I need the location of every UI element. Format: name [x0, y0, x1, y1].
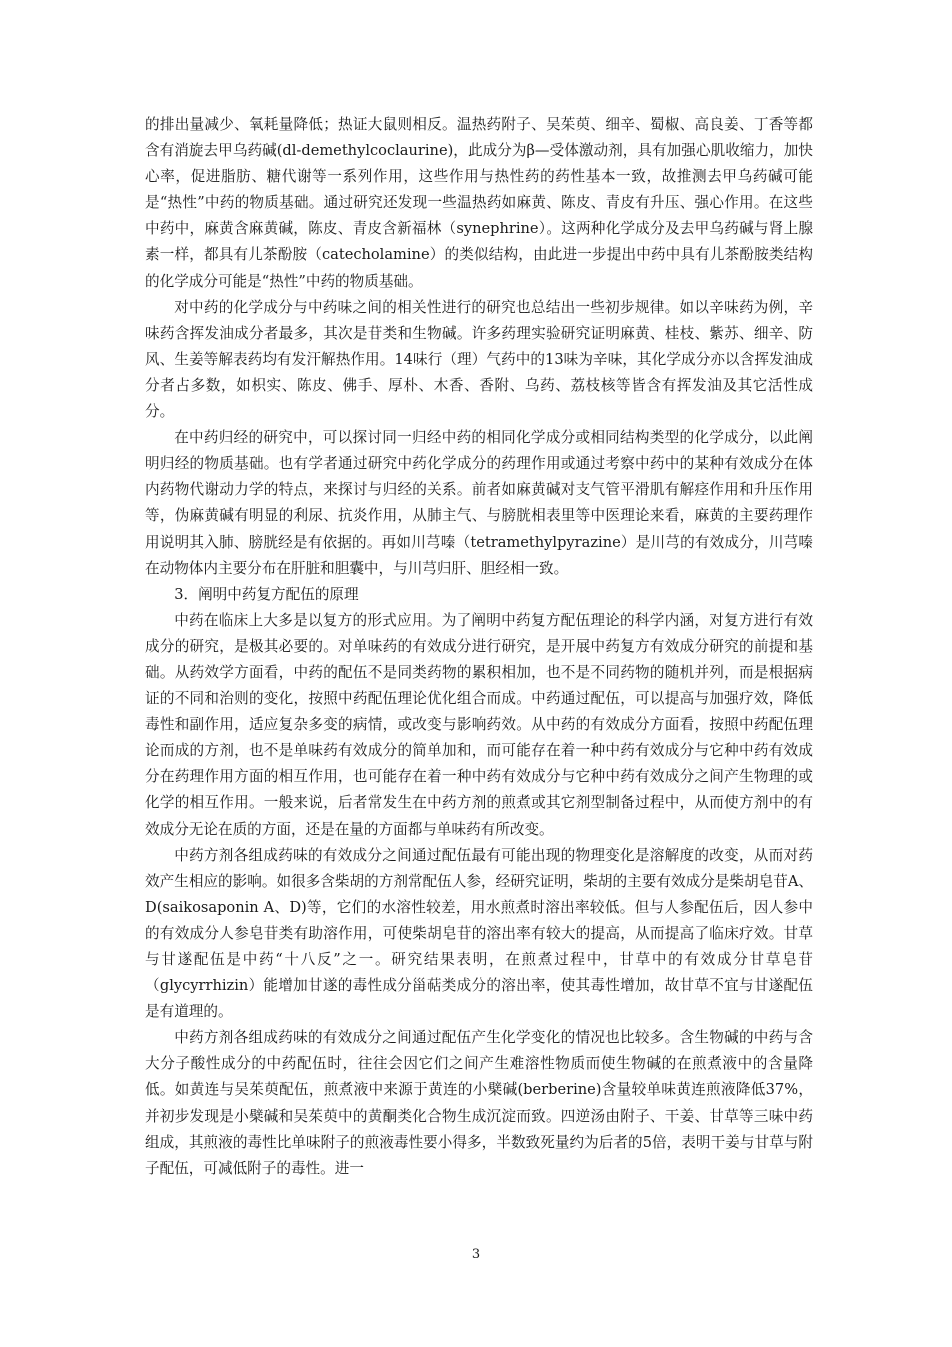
- paragraph-meridian-tropism: 在中药归经的研究中，可以探讨同一归经中药的相同化学成分或相同结构类型的化学成分，以此阐明归经的物质基础。也有学者通过研究中药化学成分的药理作用或通过考察中药中的某种有效成分在体内药物代谢动力学的特点，来探讨与归经的关系。前者如麻黄碱对支气管平滑肌有解痉作用和升压作用等，伪麻黄碱有明显的利尿、抗炎作用，从肺主气、与膀胱相表里等中医理论来看，麻黄的主要药理作用说明其入肺、膀胱经是有依据的。再如川芎嗪（tetramethylpyrazine）是川芎的有效成分，川芎嗪在动物体内主要分布在肝脏和胆囊中，与川芎归肝、胆经相一致。: [145, 429, 813, 577]
- document-body: [145, 112, 813, 1182]
- paragraph-continuation: 的排出量减少、氧耗量降低；热证大鼠则相反。温热药附子、吴茱萸、细辛、蜀椒、高良姜、丁香等都含有消旋去甲乌药碱(dl-demethylcoclaurine)，此成分为β—受体激动剂，具有加强心肌收缩力，加快心率，促进脂肪、糖代谢等一系列作用，这些作用与热性药的药性基本一致，故推测去甲乌药碱可能是“热性”中药的物质基础。通过研究还发现一些温热药如麻黄、陈皮、青皮有升压、强心作用。在这些中药中，麻黄含麻黄碱，陈皮、青皮含新福林（synephrine）。这两种化学成分及去甲乌药碱与肾上腺素一样，都具有儿茶酚胺（catecholamine）的类似结构，由此进一步提出中药中具有儿茶酚胺类结构的化学成分可能是“热性”中药的物质基础。: [145, 116, 813, 290]
- paragraph-compound-prescription: 中药在临床上大多是以复方的形式应用。为了阐明中药复方配伍理论的科学内涵，对复方进行有效成分的研究，是极其必要的。对单味药的有效成分进行研究，是开展中药复方有效成分研究的前提和基础。从药效学方面看，中药的配伍不是同类药物的累积相加，也不是不同药物的随机并列，而是根据病证的不同和治则的变化，按照中药配伍理论优化组合而成。中药通过配伍，可以提高与加强疗效，降低毒性和副作用，适应复杂多变的病情，或改变与影响药效。从中药的有效成分方面看，按照中药配伍理论而成的方剂，也不是单味药有效成分的简单加和，而可能存在着一种中药有效成分与它种中药有效成分在药理作用方面的相互作用，也可能存在着一种中药有效成分与它种中药有效成分之间产生物理的或化学的相互作用。一般来说，后者常发生在中药方剂的煎煮或其它剂型制备过程中，从而使方剂中的有效成分无论在质的方面，还是在量的方面都与单味药有所改变。: [145, 611, 813, 838]
- page-number: 3: [471, 1247, 481, 1262]
- paragraph-flavor-correlation: 对中药的化学成分与中药味之间的相关性进行的研究也总结出一些初步规律。如以辛味药为例，辛味药含挥发油成分者最多，其次是苷类和生物碱。许多药理实验研究证明麻黄、桂枝、紫苏、细辛、防风、生姜等解表药均有发汗解热作用。14味行（理）气药中的13味为辛味，其化学成分亦以含挥发油成分者占多数，如枳实、陈皮、佛手、厚朴、木香、香附、乌药、荔枝核等皆含有挥发油及其它活性成分。: [145, 298, 813, 421]
- paragraph-physical-changes: 中药方剂各组成药味的有效成分之间通过配伍最有可能出现的物理变化是溶解度的改变，从而对药效产生相应的影响。如很多含柴胡的方剂常配伍人参，经研究证明，柴胡的主要有效成分是柴胡皂苷A、D(saikosaponin A、D)等，它们的水溶性较差，用水煎煮时溶出率较低。但与人参配伍后，因人参中的有效成分人参皂苷类有助溶作用，可使柴胡皂苷的溶出率有较大的提高，从而提高了临床疗效。甘草与甘遂配伍是中药“十八反”之一。研究结果表明，在煎煮过程中，甘草中的有效成分甘草皂苷（glycyrrhizin）能增加甘遂的毒性成分甾萜类成分的溶出率，使其毒性增加，故甘草不宜与甘遂配伍是有道理的。: [145, 846, 813, 1021]
- section-heading: 3．阐明中药复方配伍的原理: [174, 585, 359, 603]
- paragraph-chemical-changes: 中药方剂各组成药味的有效成分之间通过配伍产生化学变化的情况也比较多。含生物碱的中药与含大分子酸性成分的中药配伍时，往往会因它们之间产生难溶性物质而使生物碱的在煎煮液中的含量降低。如黄连与吴茱萸配伍，煎煮液中来源于黄连的小檗碱(berberine)含量较单味黄连煎液降低37%，并初步发现是小檗碱和吴茱萸中的黄酮类化合物生成沉淀而致。四逆汤由附子、干姜、甘草等三味中药组成，其煎液的毒性比单味附子的煎液毒性要小得多，半数致死量约为后者的5倍，表明干姜与甘草与附子配伍，可减低附子的毒性。进一: [145, 1029, 813, 1177]
